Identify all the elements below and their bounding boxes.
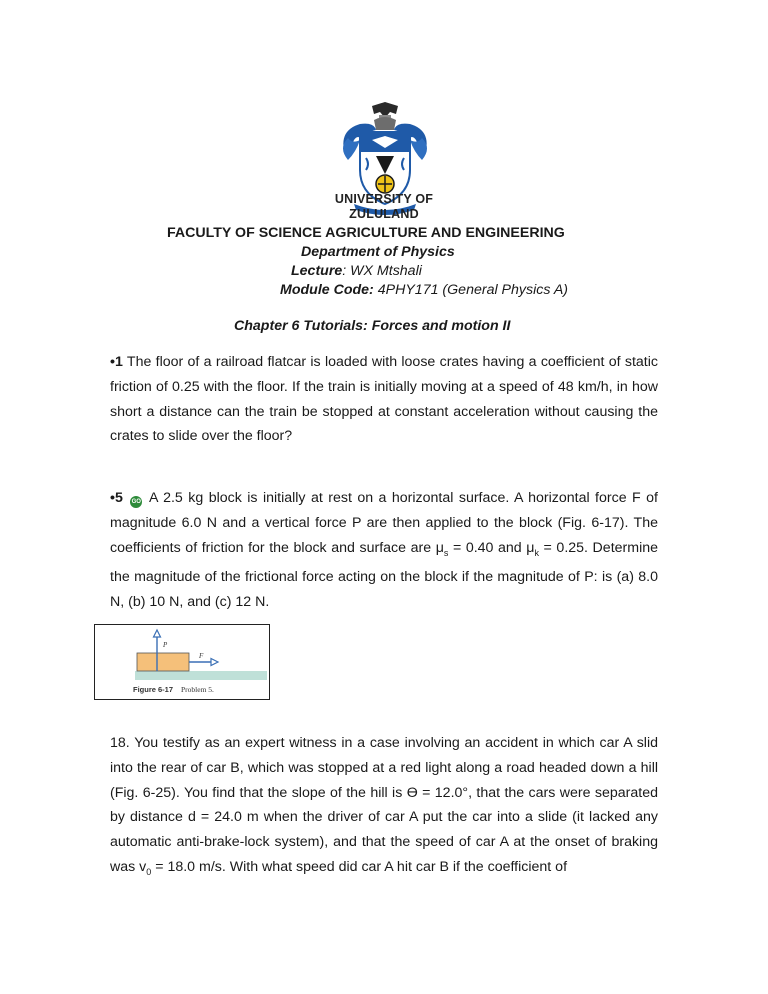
force-f-label: F [199, 652, 204, 660]
problem-5-number: •5 [110, 490, 123, 506]
university-name-line1: UNIVERSITY OF [334, 192, 434, 206]
problem-5-text-b: = 0.40 and μ [448, 539, 535, 556]
lecture-value: : WX Mtshali [342, 263, 422, 279]
go-tutorial-icon: GO [130, 496, 142, 508]
chapter-title: Chapter 6 Tutorials: Forces and motion II [234, 318, 511, 334]
mu-k-subscript: k [534, 547, 539, 558]
module-line [280, 282, 568, 298]
problem-18-text-b: = 18.0 m/s. With what speed did car A hit car B if the coefficient of [151, 858, 568, 875]
problem-1-text: The floor of a railroad flatcar is loaded with loose crates having a coefficient of static friction of 0.25 with the floor. If the train is initially moving at a speed of 48 km/h, in how short a distance can the train be stopped at constant acceleration without causing the crates to slide over the floor? [110, 354, 658, 445]
problem-5 [110, 486, 658, 615]
lecture-label: Lecture [291, 263, 343, 279]
problem-5-text-c: = 0.25. Determine the magnitude of the frictional force acting on the block if the magnitude of P: is (a) 8.0 N, (b) 10 N, and (c) 12 N. [110, 539, 659, 611]
university-name-line2: ZULULAND [349, 207, 419, 221]
problem-1-number: •1 [110, 354, 123, 370]
lecture-line [291, 263, 422, 279]
problem-18-text-a: You testify as an expert witness in a case involving an accident in which car A slid into the rear of car B, which was stopped at a red light along a road headed down a hill (Fig. 6-25). You find that the slope of the hill is ϴ = 12.0°, that the cars were separated by distance d = 24.0 m when the driver of car A put the car into a slide (it lacked any automatic anti-brake-lock system), and that the speed of car A at the onset of braking was v [110, 735, 658, 875]
department-title: Department of Physics [301, 244, 455, 260]
force-p-label: P [163, 641, 168, 649]
figure-caption-text: Problem 5. [181, 685, 214, 694]
v0-subscript: 0 [146, 866, 152, 877]
figure-6-17 [94, 624, 270, 700]
problem-18-number: 18. [110, 735, 130, 751]
faculty-title: FACULTY OF SCIENCE AGRICULTURE AND ENGINEERING [167, 225, 565, 241]
problem-5-text-a: A 2.5 kg block is initially at rest on a horizontal surface. A horizontal force F of magnitude 6.0 N and a vertical force P are then applied to the block (Fig. 6-17). The coefficients of friction for the block and surface are μ [110, 490, 658, 556]
problem-18 [110, 731, 658, 885]
figure-caption-number: Figure 6-17 [133, 685, 174, 694]
figure-6-17-diagram [95, 625, 268, 698]
mu-s-subscript: s [443, 547, 449, 558]
problem-1 [110, 350, 658, 449]
module-value: 4PHY171 (General Physics A) [373, 282, 569, 298]
module-label: Module Code: [280, 282, 374, 298]
